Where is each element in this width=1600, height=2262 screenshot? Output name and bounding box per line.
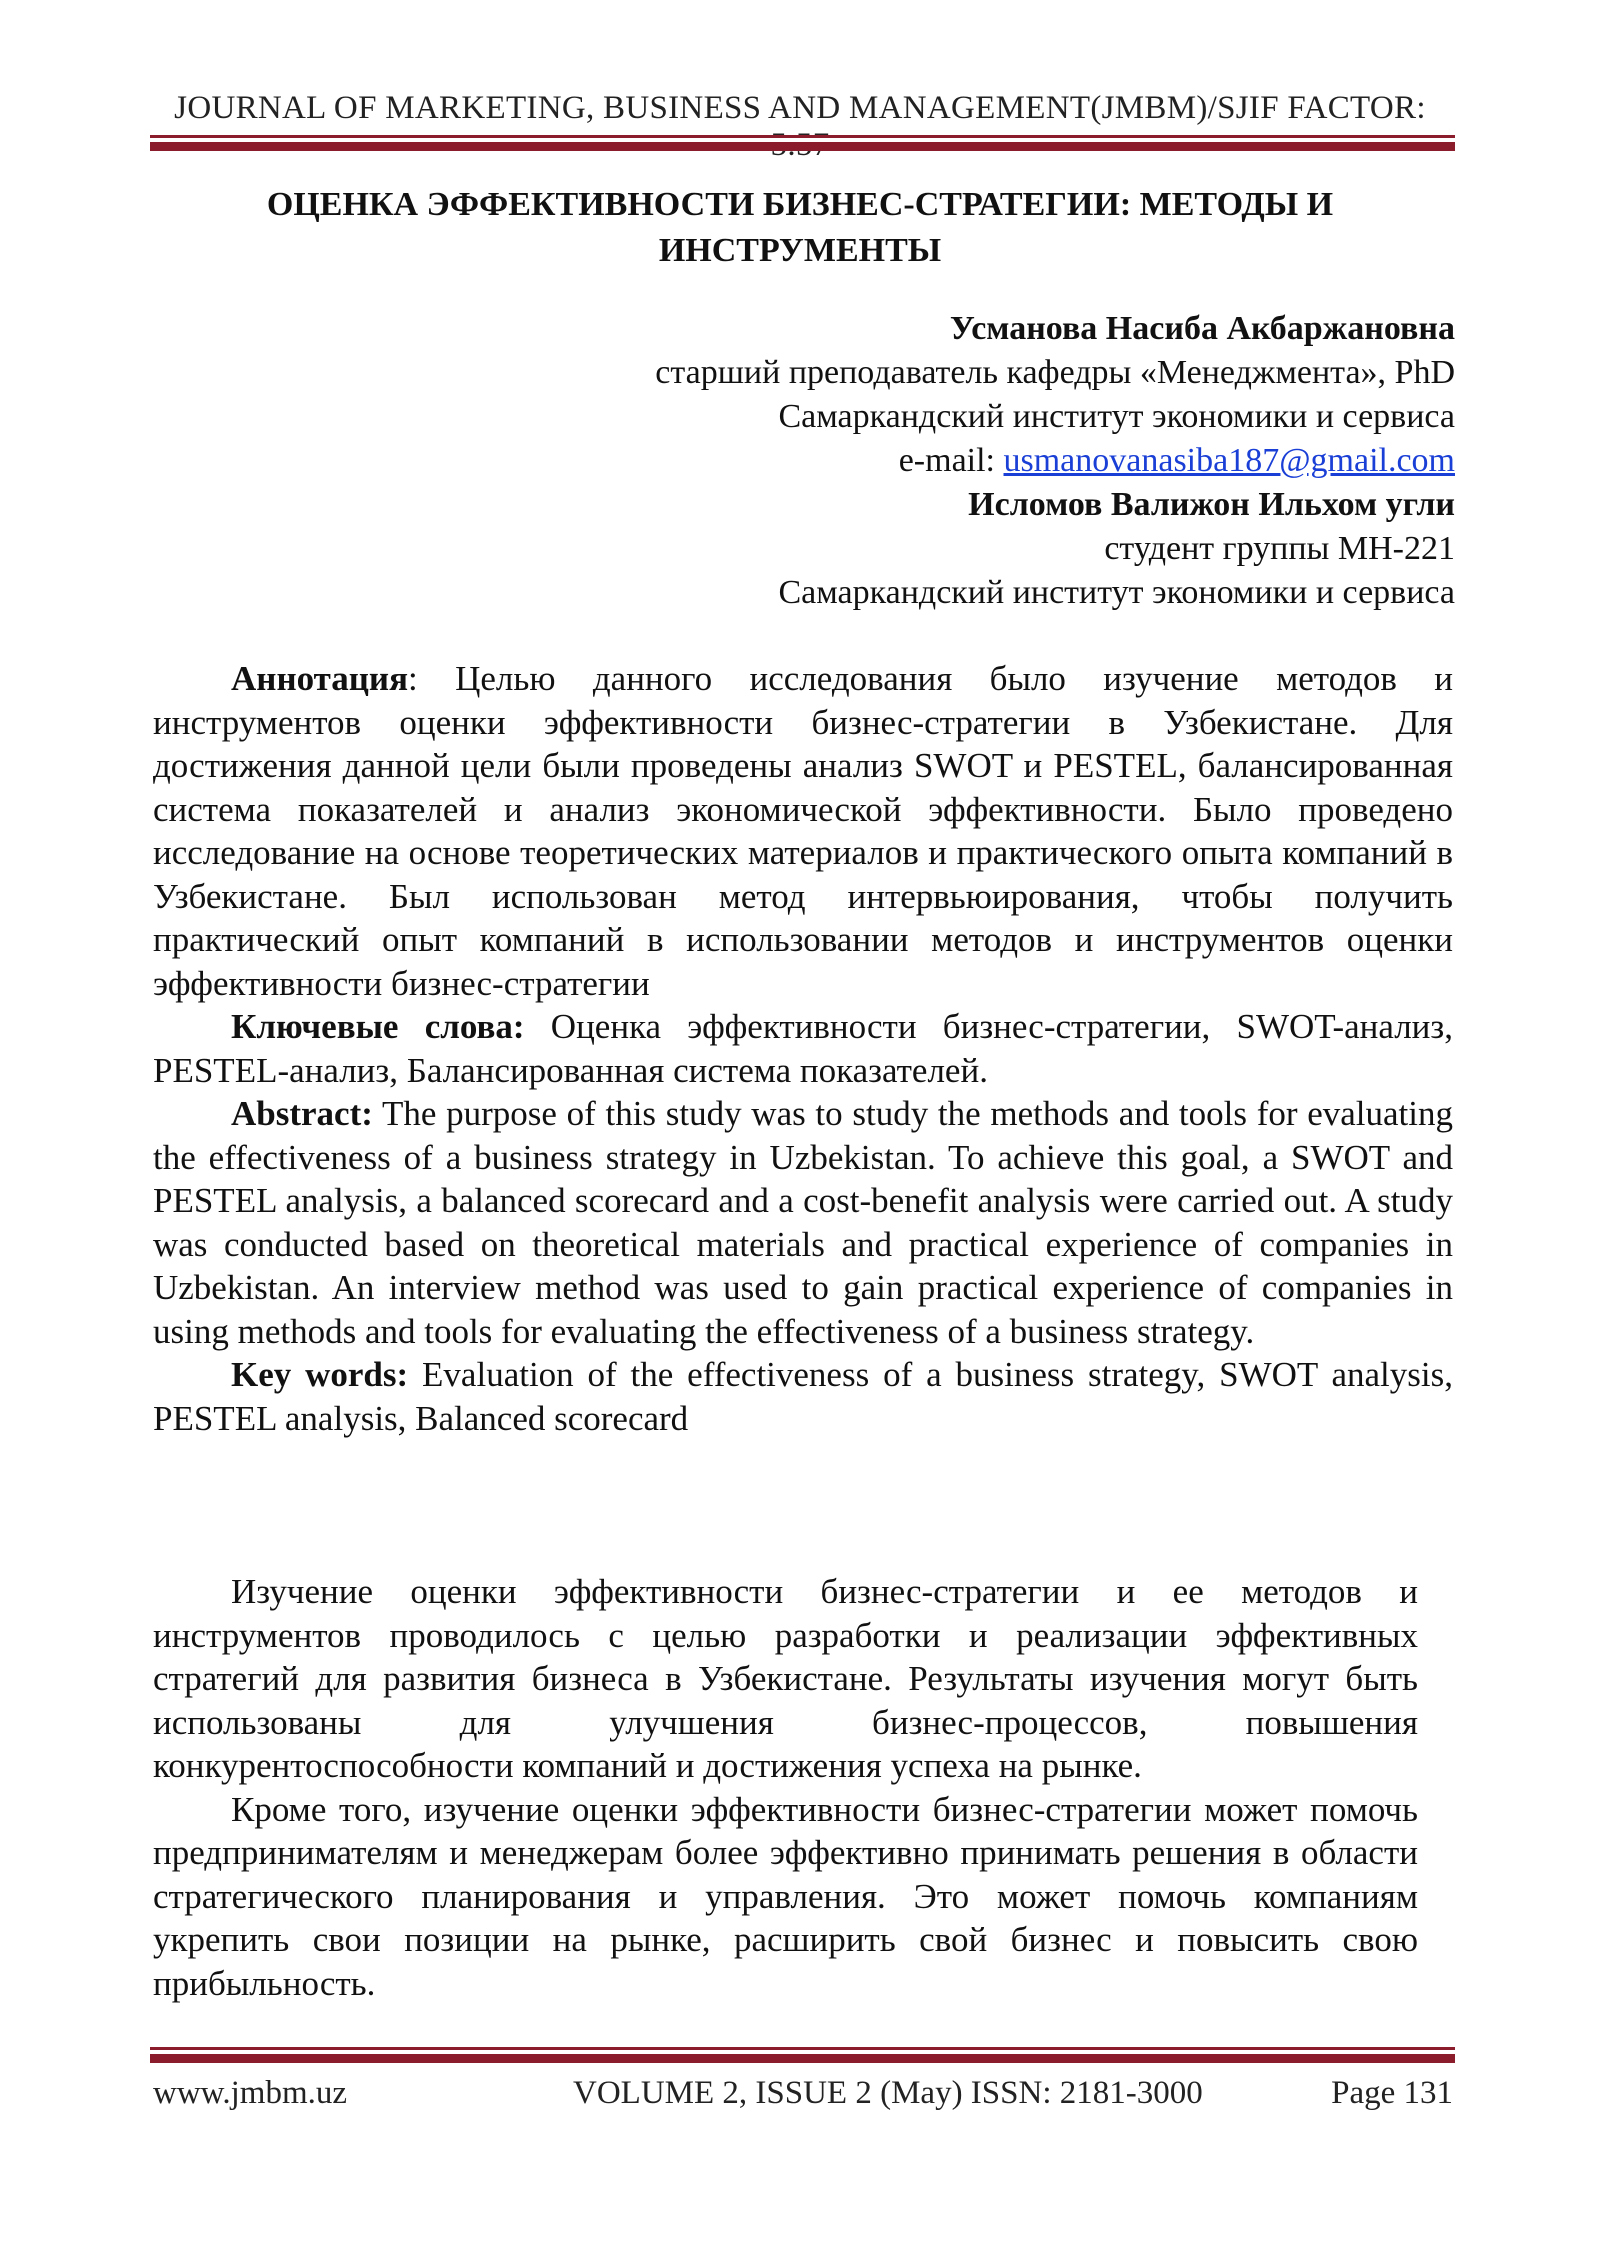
annotation-text: : Целью данного исследования было изучение методов и инструментов оценки эффективности бизнес-стратегии в Узбекистане. Для достижения данной цели были проведены анализ SWOT и PESTEL, балансированная система показателей и анализ экономической эффективности. Было проведено исследование на основе теоретических материалов и практического опыта компаний в Узбекистане. Был использован метод интервьюирования, чтобы получить практический опыт компаний в использовании методов и инструментов оценки эффективности бизнес-стратегии — [153, 659, 1453, 1003]
footer-volume: VOLUME 2, ISSUE 2 (May) ISSN: 2181-3000 — [573, 2075, 1203, 2111]
body-paragraph-2: Кроме того, изучение оценки эффективности бизнес-стратегии может помочь предпринимателям и менеджерам более эффективно принимать решения в области стратегического планирования и управления. Это может помочь компаниям укрепить свои позиции на рынке, расширить свой бизнес и повысить свою прибыльность. — [153, 1789, 1418, 2003]
keywords-ru-text: Оценка эффективности бизнес-стратегии, SWOT-анализ, PESTEL-анализ, Балансированная система показателей. — [153, 1007, 1453, 1090]
abstract-text: The purpose of this study was to study the methods and tools for evaluating the effectiveness of a business strategy in Uzbekistan. To achieve this goal, a SWOT and PESTEL analysis, a balanced scorecard and a cost-benefit analysis were carried out. A study was conducted based on theoretical materials and practical experience of companies in Uzbekistan. An interview method was used to gain practical experience of companies in using methods and tools for evaluating the effectiveness of a business strategy. — [153, 1094, 1453, 1351]
body-paragraph-1: Изучение оценки эффективности бизнес-стратегии и ее методов и инструментов проводилось с целью разработки и реализации эффективных стратегий для развития бизнеса в Узбекистане. Результаты изучения могут быть использованы для улучшения бизнес-процессов, повышения конкурентоспособности компаний и достижения успеха на рынке. — [153, 1572, 1418, 1785]
author-1-affiliation: Самаркандский институт экономики и сервиса — [778, 398, 1455, 435]
body-section — [153, 1570, 1418, 2005]
header-rule — [150, 135, 1455, 151]
author-1-position: старший преподаватель кафедры «Менеджмента», PhD — [655, 354, 1455, 391]
footer-rule — [150, 2047, 1455, 2063]
keywords-en-text: Evaluation of the effectiveness of a business strategy, SWOT analysis, PESTEL analysis, Balanced scorecard — [153, 1355, 1453, 1438]
author-2-affiliation: Самаркандский институт экономики и сервиса — [778, 574, 1455, 611]
author-block — [655, 307, 1455, 615]
article-title: ОЦЕНКА ЭФФЕКТИВНОСТИ БИЗНЕС-СТРАТЕГИИ: МЕТОДЫ И ИНСТРУМЕНТЫ — [266, 186, 1334, 269]
abstract-label: Abstract: — [231, 1094, 373, 1133]
author-1-email-line — [655, 439, 1455, 483]
author-2-name: Исломов Валижон Ильхом угли — [968, 486, 1455, 523]
keywords-ru-paragraph — [153, 1005, 1453, 1092]
footer-page-number: Page 131 — [1331, 2075, 1453, 2111]
author-1-email-link[interactable]: usmanovanasiba187@gmail.com — [1003, 442, 1455, 479]
annotation-label: Аннотация — [231, 659, 409, 698]
annotation-paragraph — [153, 657, 1453, 1005]
keywords-en-label: Key words: — [231, 1355, 409, 1394]
author-2-position: студент группы МН-221 — [1104, 530, 1455, 567]
abstract-section — [153, 657, 1453, 1440]
keywords-en-paragraph — [153, 1353, 1453, 1440]
author-1-name: Усманова Насиба Акбаржановна — [949, 310, 1455, 347]
footer-website: www.jmbm.uz — [153, 2075, 348, 2111]
keywords-ru-label: Ключевые слова: — [231, 1007, 525, 1046]
email-label: e-mail: — [898, 442, 1004, 479]
journal-header: JOURNAL OF MARKETING, BUSINESS AND MANAGEMENT(JMBM)/SJIF FACTOR: — [174, 90, 1426, 126]
abstract-paragraph — [153, 1092, 1453, 1353]
